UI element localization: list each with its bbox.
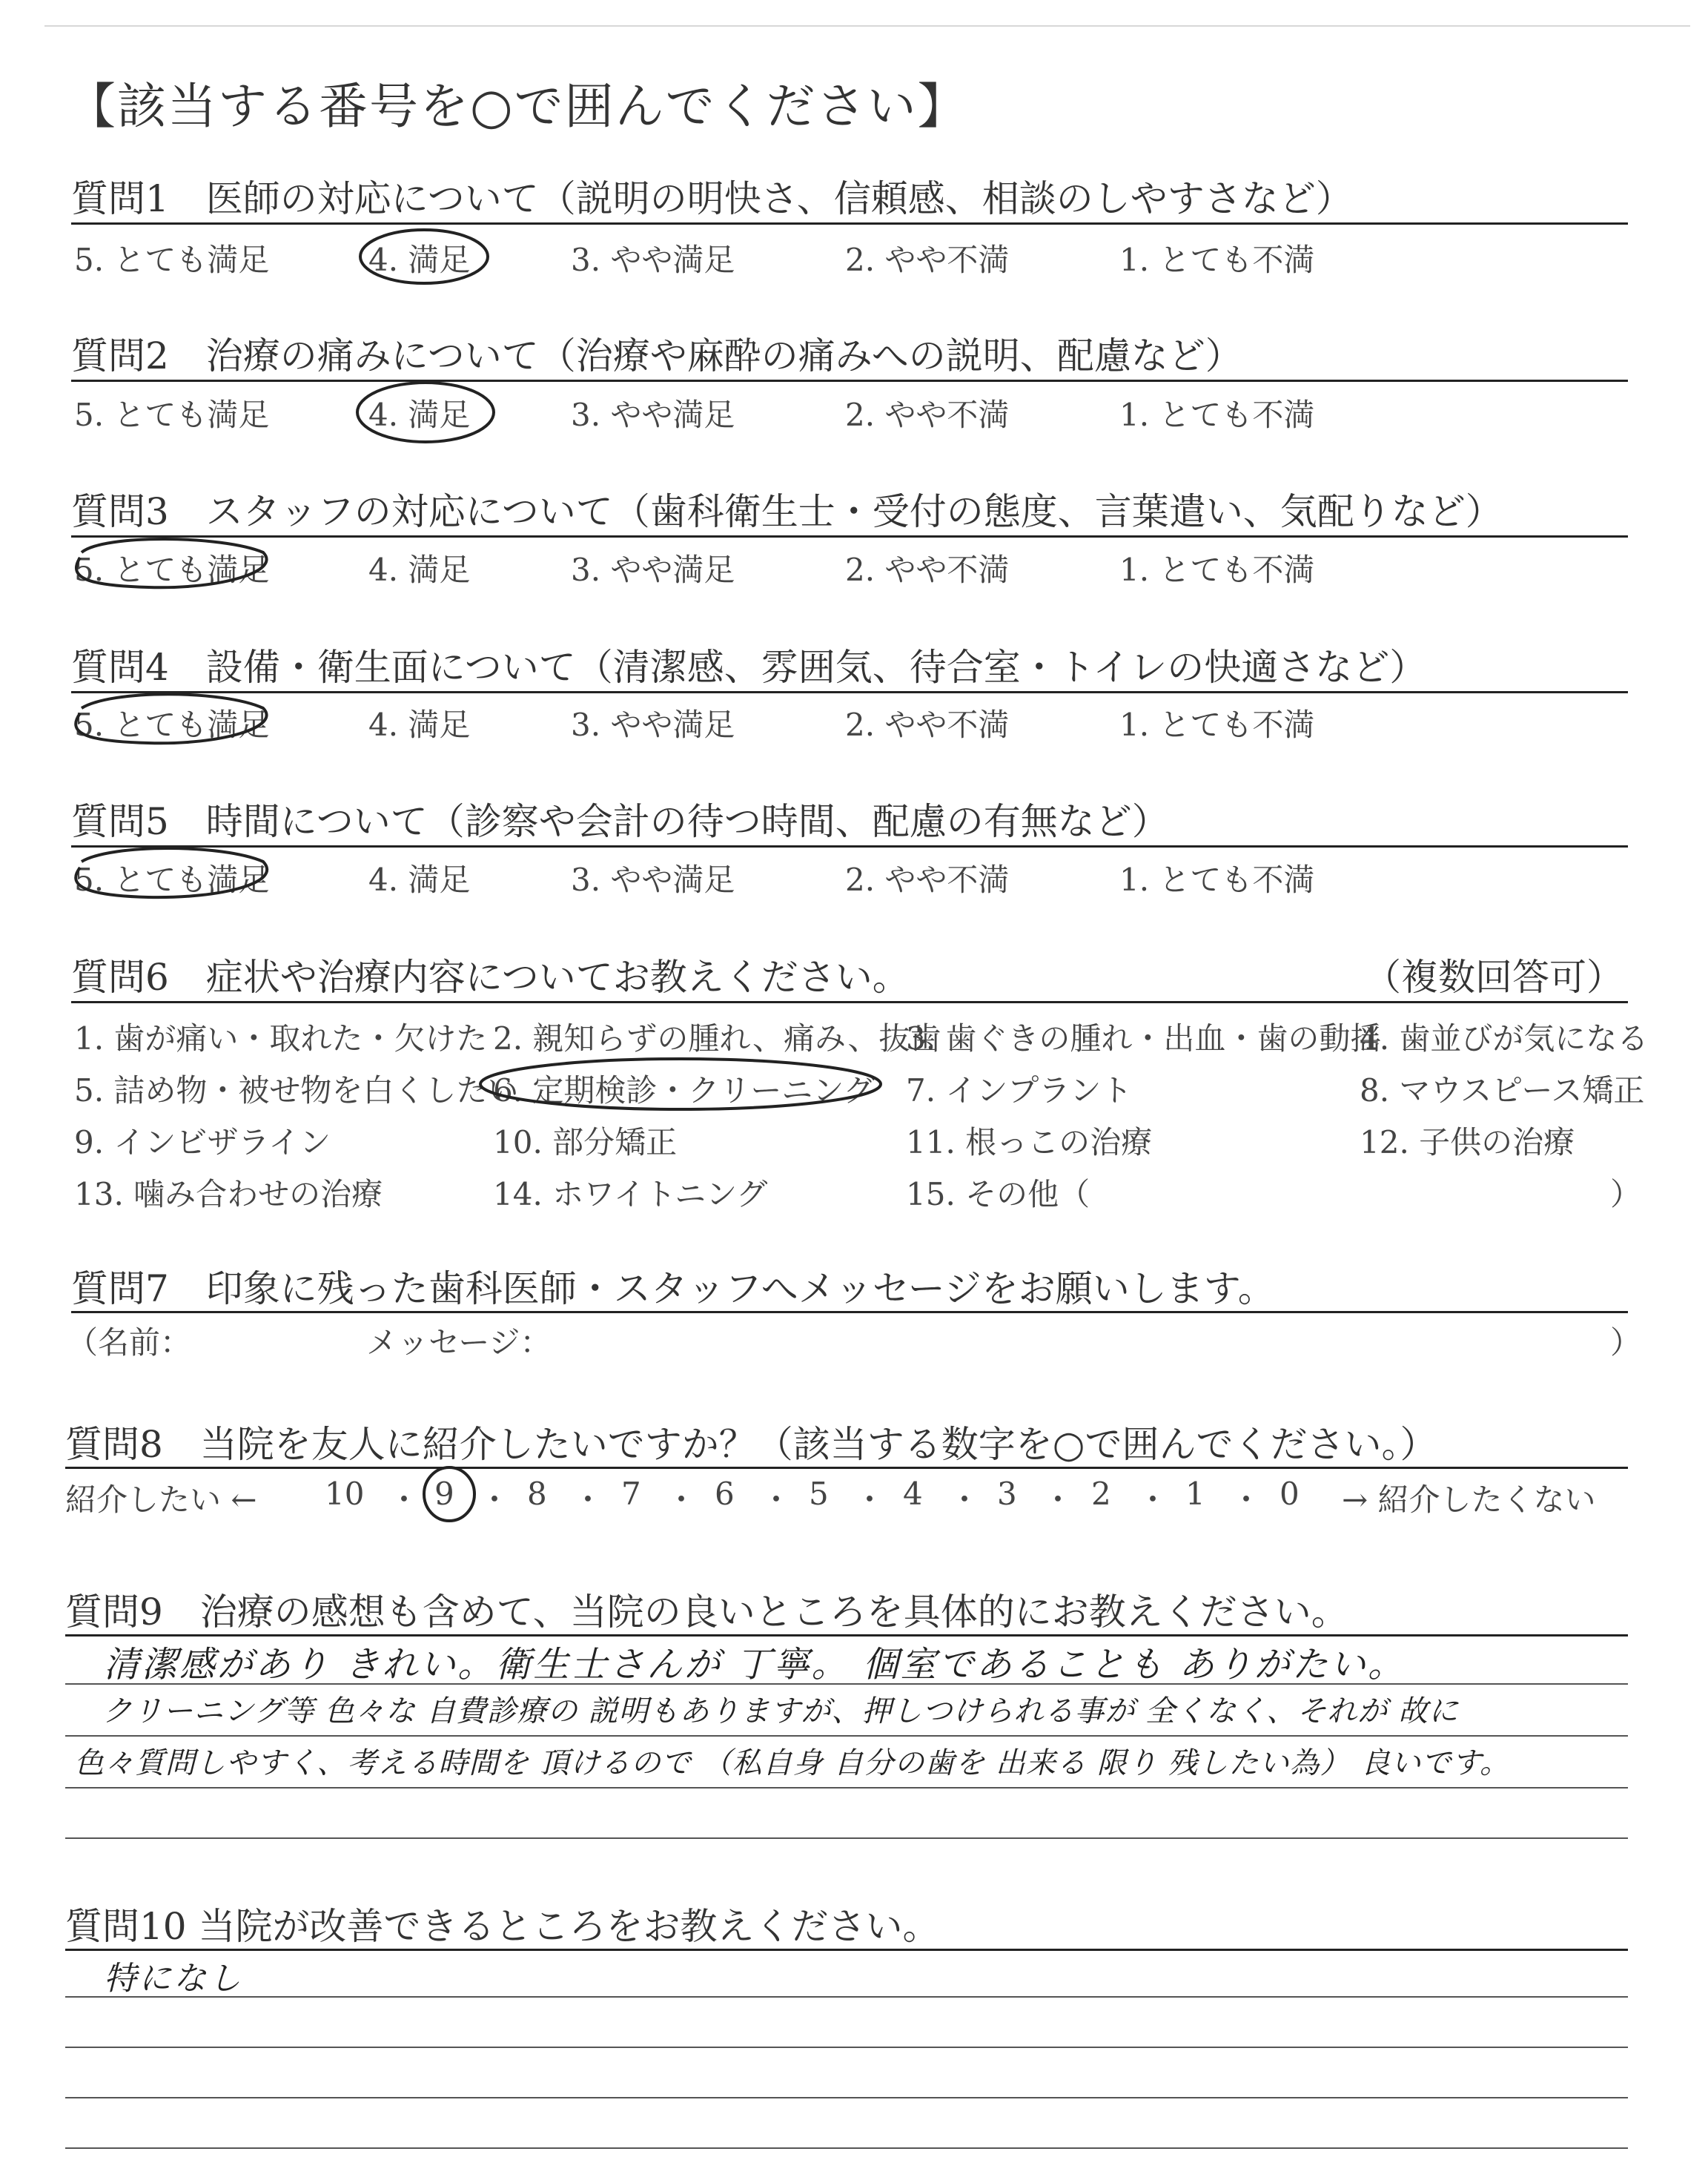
q10-answer-line (65, 1996, 1628, 1998)
q10-answer-line (65, 2047, 1628, 2048)
q6-title: 質問6 症状や治療内容についてお教えください。 (71, 956, 910, 999)
q8-rule (65, 1467, 1628, 1469)
q8-score-9[interactable]: 9 (434, 1476, 454, 1512)
q8-score-0[interactable]: 0 (1280, 1476, 1300, 1512)
q4-option-1[interactable]: 1. とても不満 (1119, 707, 1315, 743)
q1-option-5[interactable]: 5. とても満足 (74, 242, 270, 278)
q2-option-3[interactable]: 3. やや満足 (571, 397, 735, 433)
q8-score-7[interactable]: 7 (621, 1476, 641, 1512)
q6-item-13[interactable]: 13. 噛み合わせの治療 (74, 1176, 383, 1212)
q6-item-11[interactable]: 11. 根っこの治療 (906, 1124, 1153, 1160)
q6-item-2[interactable]: 2. 親知らずの腫れ、痛み、抜歯 (493, 1020, 941, 1057)
q1-option-2[interactable]: 2. やや不満 (845, 242, 1010, 278)
q6-multiple-note: （複数回答可） (1364, 956, 1623, 999)
q5-title: 質問5 時間について（診察や会計の待つ時間、配慮の有無など） (71, 800, 1169, 843)
q2-rule (71, 380, 1628, 382)
q9-answer-line (65, 1837, 1628, 1839)
q6-item-1[interactable]: 1. 歯が痛い・取れた・欠けた (74, 1020, 488, 1057)
q3-option-2[interactable]: 2. やや不満 (845, 552, 1010, 588)
q9-title: 質問9 治療の感想も含めて、当院の良いところを具体的にお教えください。 (65, 1591, 1348, 1634)
page-title: 【該当する番号を○で囲んでください】 (67, 78, 968, 135)
q8-score-8[interactable]: 8 (527, 1476, 547, 1512)
q6-item-8[interactable]: 8. マウスピース矯正 (1360, 1072, 1645, 1109)
q8-score-6[interactable]: 6 (715, 1476, 735, 1512)
q10-answer-line (65, 2147, 1628, 2149)
q8-separator: ・ (479, 1482, 511, 1518)
q7-name-label[interactable]: （名前： (67, 1324, 192, 1361)
q4-option-5[interactable]: 5. とても満足 (74, 707, 270, 743)
q4-title: 質問4 設備・衛生面について（清潔感、雰囲気、待合室・トイレの快適さなど） (71, 646, 1427, 689)
q5-option-4[interactable]: 4. 満足 (368, 862, 471, 898)
q8-separator: ・ (388, 1482, 420, 1518)
q1-option-1[interactable]: 1. とても不満 (1119, 242, 1315, 278)
q8-left-label: 紹介したい ← (65, 1482, 257, 1518)
q8-score-2[interactable]: 2 (1091, 1476, 1111, 1512)
q6-item-12[interactable]: 12. 子供の治療 (1360, 1124, 1575, 1160)
q8-separator: ・ (854, 1482, 886, 1518)
q6-item-10[interactable]: 10. 部分矯正 (493, 1124, 678, 1160)
q6-item-7[interactable]: 7. インプラント (906, 1072, 1133, 1109)
q10-title: 質問10 当院が改善できるところをお教えください。 (65, 1905, 940, 1948)
q8-score-4[interactable]: 4 (903, 1476, 923, 1512)
q9-answer-line (65, 1787, 1628, 1789)
q2-option-1[interactable]: 1. とても不満 (1119, 397, 1315, 433)
q5-option-5[interactable]: 5. とても満足 (74, 862, 270, 898)
q2-option-5[interactable]: 5. とても満足 (74, 397, 270, 433)
q4-option-4[interactable]: 4. 満足 (368, 707, 471, 743)
q5-option-1[interactable]: 1. とても不満 (1119, 862, 1315, 898)
q3-rule (71, 535, 1628, 538)
q3-option-5[interactable]: 5. とても満足 (74, 552, 270, 588)
q8-separator: ・ (572, 1482, 604, 1518)
q7-message-label[interactable]: メッセージ： (366, 1324, 552, 1361)
q6-item-9[interactable]: 9. インビザライン (74, 1124, 331, 1160)
q4-option-3[interactable]: 3. やや満足 (571, 707, 735, 743)
q8-separator: ・ (949, 1482, 981, 1518)
q8-right-label: → 紹介したくない (1342, 1482, 1596, 1518)
q9-answer-line-3[interactable]: 色々質問しやすく、考える時間を 頂けるので （私自身 自分の歯を 出来る 限り 残したい為） 良いです。 (74, 1746, 1511, 1780)
q8-separator: ・ (1231, 1482, 1262, 1518)
q1-rule (71, 222, 1628, 225)
q2-title: 質問2 治療の痛みについて（治療や麻酔の痛みへの説明、配慮など） (71, 334, 1242, 377)
q6-item-4[interactable]: 4. 歯並びが気になる (1360, 1020, 1649, 1057)
q8-score-3[interactable]: 3 (997, 1476, 1017, 1512)
q6-item-14[interactable]: 14. ホワイトニング (493, 1176, 768, 1212)
scan-edge (44, 25, 1690, 27)
q6-item-5[interactable]: 5. 詰め物・被せ物を白くしたい (74, 1072, 519, 1109)
q9-answer-line (65, 1735, 1628, 1737)
q1-option-4[interactable]: 4. 満足 (368, 242, 471, 278)
q8-separator: ・ (666, 1482, 698, 1518)
q8-title: 質問8 当院を友人に紹介したいですか？（該当する数字を○で囲んでください。） (65, 1423, 1437, 1466)
q2-option-2[interactable]: 2. やや不満 (845, 397, 1010, 433)
q6-item-6[interactable]: 6. 定期検診・クリーニング (493, 1072, 875, 1109)
q8-score-10[interactable]: 10 (325, 1476, 365, 1512)
q8-separator: ・ (1137, 1482, 1169, 1518)
q9-answer-line-1[interactable]: 清潔感があり きれい。衛生士さんが 丁寧。 個室であることも ありがたい。 (104, 1644, 1406, 1685)
q3-option-3[interactable]: 3. やや満足 (571, 552, 735, 588)
q8-score-1[interactable]: 1 (1185, 1476, 1205, 1512)
q1-option-3[interactable]: 3. やや満足 (571, 242, 735, 278)
q4-option-2[interactable]: 2. やや不満 (845, 707, 1010, 743)
q7-title: 質問7 印象に残った歯科医師・スタッフへメッセージをお願いします。 (71, 1267, 1275, 1310)
q3-title: 質問3 スタッフの対応について（歯科衛生士・受付の態度、言葉遣い、気配りなど） (71, 490, 1503, 533)
q6-item-3[interactable]: 3. 歯ぐきの腫れ・出血・歯の動揺 (906, 1020, 1382, 1057)
q10-answer-line (65, 2097, 1628, 2098)
q7-rule (71, 1311, 1628, 1313)
q9-answer-line-2[interactable]: クリーニング等 色々な 自費診療の 説明もありますが、押しつけられる事が 全くなく、それが 故に (102, 1694, 1459, 1728)
q3-option-1[interactable]: 1. とても不満 (1119, 552, 1315, 588)
q10-answer-line-1[interactable]: 特になし (104, 1960, 243, 1998)
q4-rule (71, 691, 1628, 693)
q3-option-4[interactable]: 4. 満足 (368, 552, 471, 588)
q8-separator: ・ (761, 1482, 792, 1518)
q10-rule (65, 1949, 1628, 1951)
q2-option-4[interactable]: 4. 満足 (368, 397, 471, 433)
q8-separator: ・ (1042, 1482, 1074, 1518)
q5-rule (71, 845, 1628, 848)
q6-rule (71, 1001, 1628, 1003)
q8-score-5[interactable]: 5 (809, 1476, 829, 1512)
q1-title: 質問1 医師の対応について（説明の明快さ、信頼感、相談のしやすさなど） (71, 177, 1353, 220)
q5-option-2[interactable]: 2. やや不満 (845, 862, 1010, 898)
q5-option-3[interactable]: 3. やや満足 (571, 862, 735, 898)
q6-item-15-close: ） (1610, 1176, 1642, 1212)
q7-close: ） (1610, 1324, 1642, 1361)
q6-item-15[interactable]: 15. その他（ (906, 1176, 1090, 1212)
